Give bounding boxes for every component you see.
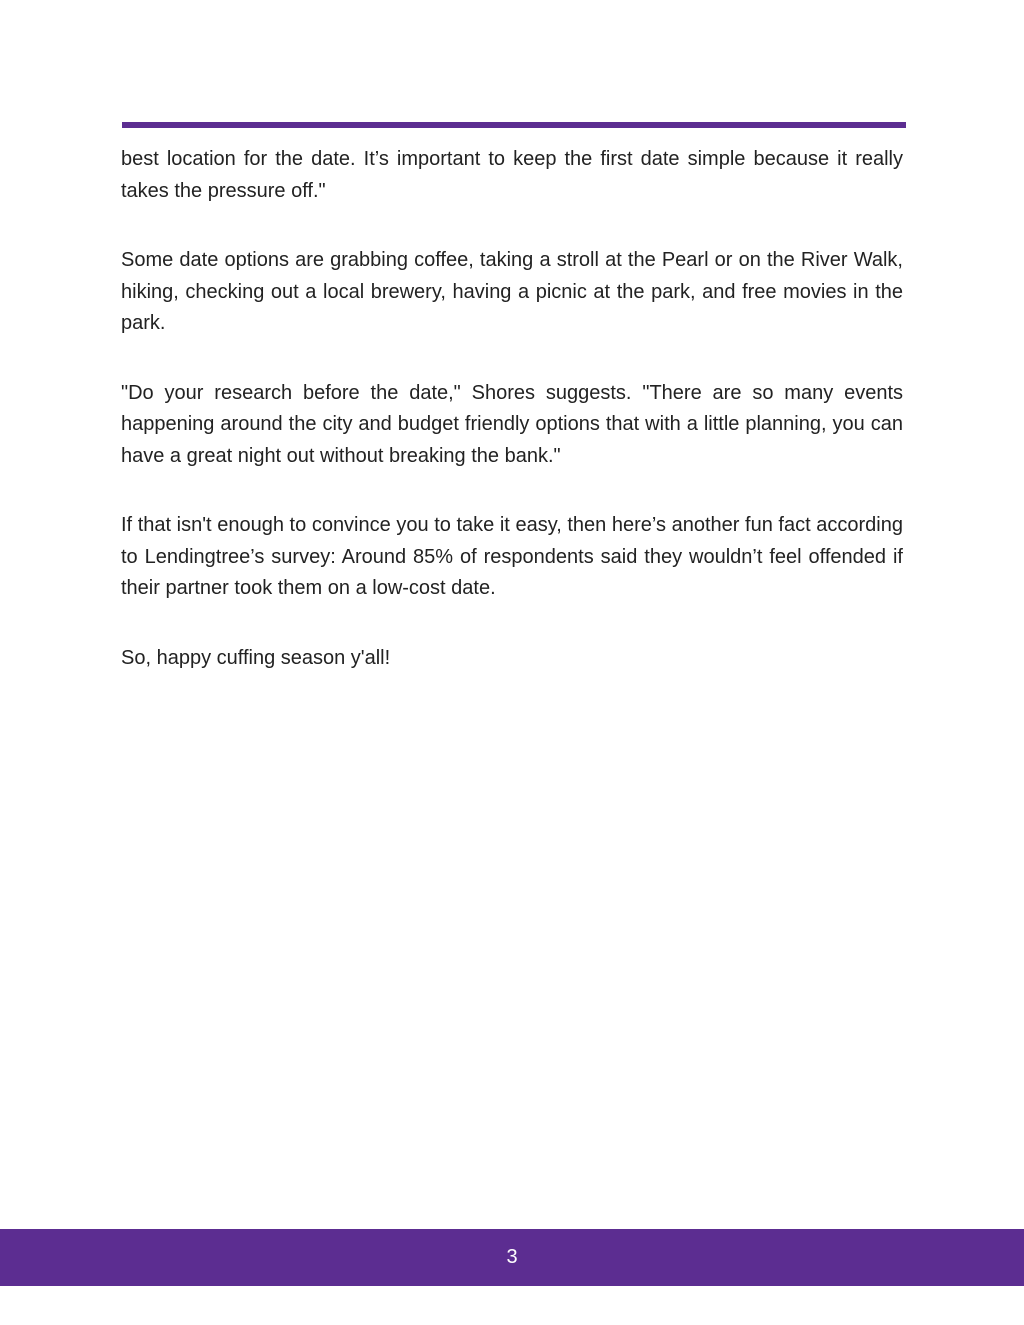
page-number: 3 <box>506 1246 518 1268</box>
paragraph-4: If that isn't enough to convince you to take it easy, then here’s another fun fact according to Lendingtree’s survey: Around 85% of respondents said they wouldn’t feel offended if their partner took them on a low-cost date. <box>121 514 903 599</box>
article-body <box>121 144 903 712</box>
paragraph-3: "Do your research before the date," Shores suggests. "There are so many events happening around the city and budget friendly options that with a little planning, you can have a great night out without breaking the bank." <box>121 381 903 467</box>
paragraph-5: So, happy cuffing season y'all! <box>121 646 391 669</box>
footer-bar <box>0 1229 1024 1286</box>
paragraph-2: Some date options are grabbing coffee, taking a stroll at the Pearl or on the River Walk, hiking, checking out a local brewery, having a picnic at the park, and free movies in the park. <box>121 249 903 334</box>
paragraph-1: best location for the date. It’s important to keep the first date simple because it really takes the pressure off." <box>121 148 903 202</box>
top-accent-rule <box>122 122 906 128</box>
